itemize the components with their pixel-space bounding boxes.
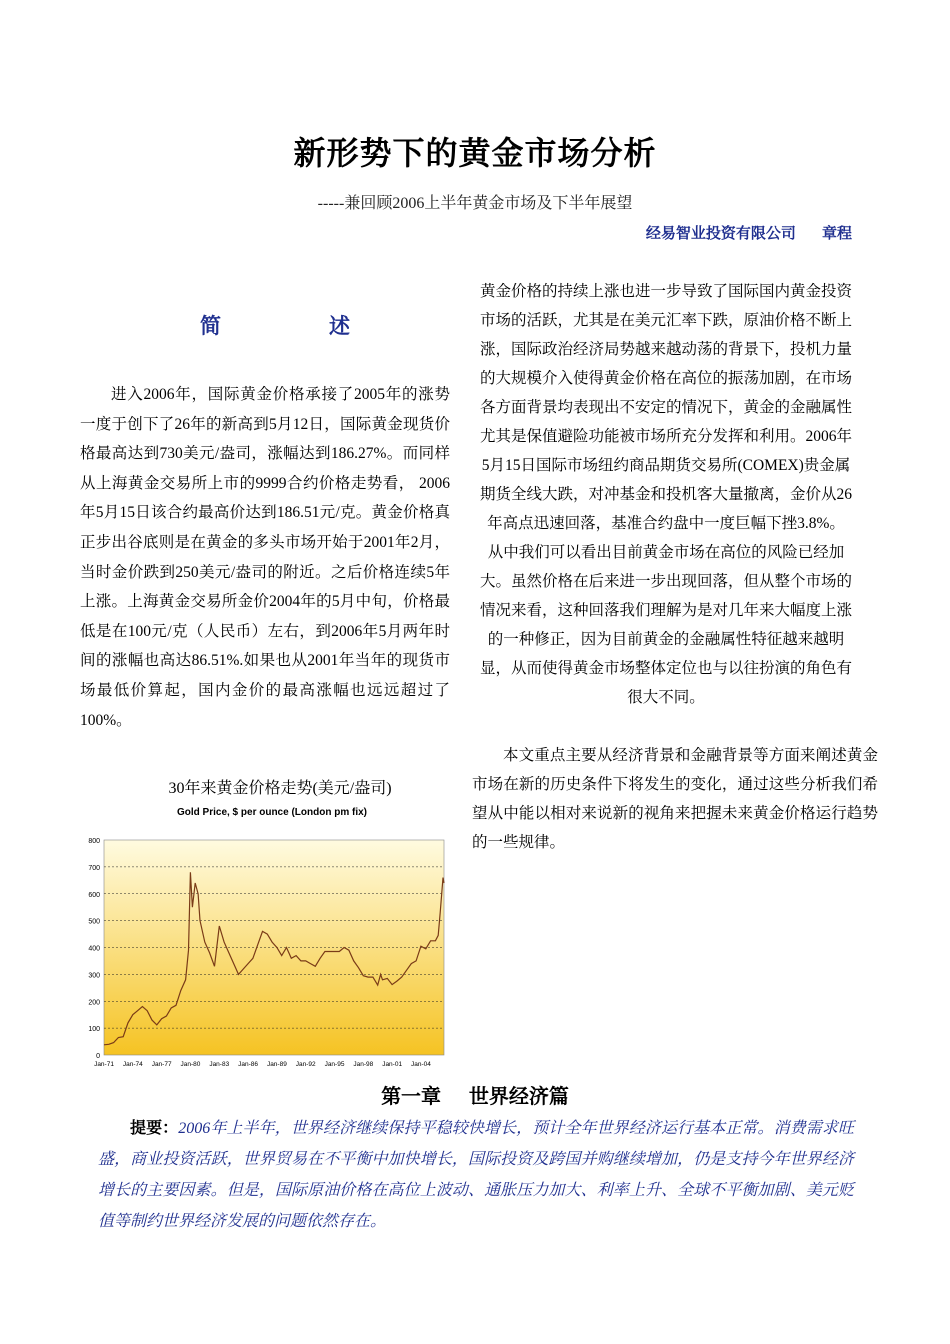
intro-paragraph-right-2: 本文重点主要从经济背景和金融背景等方面来阐述黄金市场在新的历史条件下将发生的变化，通过这些分析我们希望从中能以相对来说新的视角来把握未来黄金价格运行趋势的一些规律。 — [472, 747, 878, 851]
chart-title: Gold Price, $ per ounce (London pm fix) — [176, 807, 368, 818]
y-tick-label: 100 — [88, 1026, 100, 1034]
x-tick-label: Jan-86 — [238, 1061, 259, 1068]
abstract — [98, 1113, 854, 1237]
x-tick-label: Jan-74 — [122, 1061, 143, 1068]
y-tick-label: 600 — [88, 891, 100, 899]
x-tick-label: Jan-83 — [209, 1061, 230, 1068]
x-tick-label: Jan-80 — [180, 1061, 201, 1068]
x-tick-label: Jan-77 — [151, 1061, 172, 1068]
abstract-text: 2006年上半年，世界经济继续保持平稳较快增长，预计全年世界经济运行基本正常。消费需求旺盛，商业投资活跃，世界贸易在不平衡中加快增长，国际投资及跨国并购继续增加，仍是支持今年世界经济增长的主要因素。但是，国际原油价格在高位上波动、通胀压力加大、利率上升、全球不平衡加剧、美元贬值等制约世界经济发展的问题依然存在。 — [98, 1120, 854, 1230]
x-tick-label: Jan-89 — [266, 1061, 287, 1068]
y-tick-label: 300 — [88, 972, 100, 980]
x-tick-label: Jan-71 — [94, 1061, 114, 1068]
summary-heading — [200, 310, 350, 340]
summary-heading-char-2: 述 — [329, 314, 350, 338]
y-tick-label: 200 — [88, 999, 100, 1007]
abstract-label: 提要： — [130, 1120, 179, 1137]
y-tick-label: 0 — [96, 1053, 100, 1060]
x-tick-label: Jan-04 — [411, 1061, 431, 1068]
y-tick-label: 700 — [88, 864, 100, 872]
x-tick-label: Jan-98 — [353, 1061, 374, 1068]
x-tick-label: Jan-95 — [324, 1061, 345, 1068]
x-tick-label: Jan-01 — [382, 1061, 403, 1068]
document-title: 新形势下的黄金市场分析 — [293, 134, 657, 172]
y-tick-label: 500 — [88, 918, 100, 926]
chapter-title: 第一章 世界经济篇 — [381, 1084, 569, 1108]
author-line: 经易智业投资有限公司 章程 — [645, 224, 852, 242]
gold-price-chart — [82, 800, 450, 1076]
intro-paragraph-right: 黄金价格的持续上涨也进一步导致了国际国内黄金投资市场的活跃，尤其是在美元汇率下跌，原油价格不断上涨，国际政治经济局势越来越动荡的背景下，投机力量的大规模介入使得黄金价格在高位的振荡加剧，在市场各方面背景均表现出不安定的情况下，黄金的金融属性尤其是保值避险功能被市场所充分发挥和利用。2006年5月15日国际市场纽约商品期货交易所(COMEX)贵金属期货全线大跌，对冲基金和投机客大量撤离，金价从26年高点迅速回落，基准合约盘中一度巨幅下挫3.8%。从中我们可以看出目前黄金市场在高位的风险已经加大。虽然价格在后来进一步出现回落，但从整个市场的情况来看，这种回落我们理解为是对几年来大幅度上涨的一种修正，因为目前黄金的金融属性特征越来越明显，从而使得黄金市场整体定位也与以往扮演的角色有很大不同。 — [480, 283, 853, 706]
y-tick-label: 800 — [88, 838, 100, 845]
document-subtitle: -----兼回顾2006上半年黄金市场及下半年展望 — [317, 195, 633, 212]
y-tick-label: 400 — [88, 945, 100, 953]
intro-paragraph-left: 进入2006年，国际黄金价格承接了2005年的涨势一度于创下了26年的新高到5月12日，国际黄金现货价格最高达到730美元/盎司，涨幅达到186.27%。而同样从上海黄金交易所上市的9999合约价格走势看， 2006年5月15日该合约最高价达到186.51元/克。黄金价格真正步出谷底则是在黄金的多头市场开始于2001年2月，当时金价跌到250美元/盎司的附近。之后价格连续5年上涨。上海黄金交易所金价2004年的5月中旬，价格最低是在100元/克（人民币）左右，到2006年5月两年时间的涨幅也高达86.51%.如果也从2001年当年的现货市场最低价算起，国内金价的最高涨幅也远远超过了100%。 — [80, 386, 450, 729]
summary-heading-char-1: 简 — [200, 314, 221, 338]
x-tick-label: Jan-92 — [295, 1061, 316, 1068]
chart-caption: 30年来黄金价格走势(美元/盎司) — [168, 780, 392, 797]
